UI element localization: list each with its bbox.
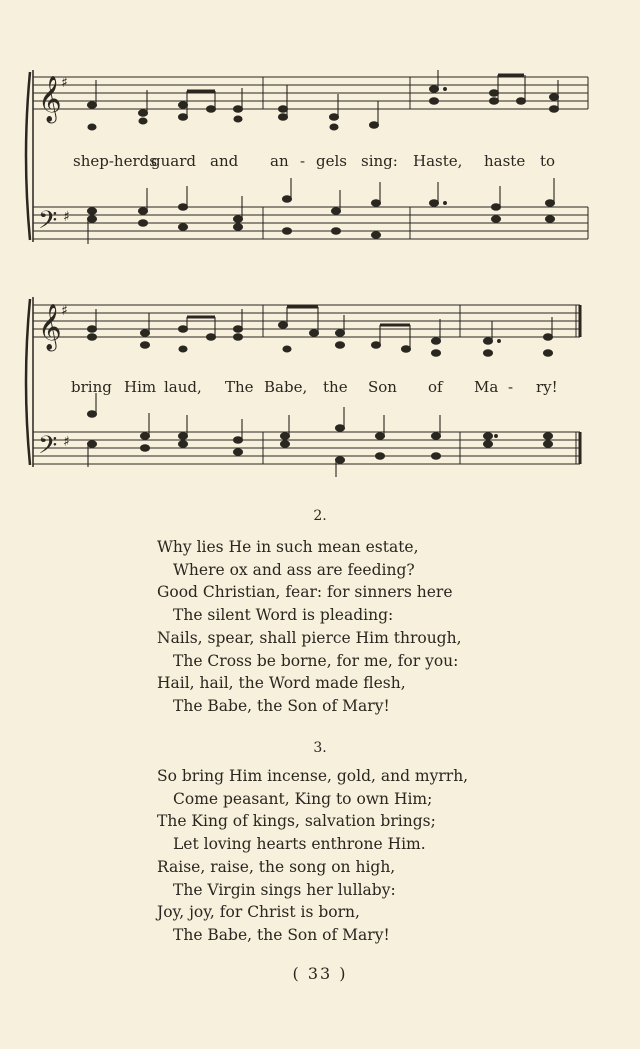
lyric-syllable: -: [300, 152, 306, 170]
verse-line: The Cross be borne, for me, for you:: [173, 651, 459, 670]
system-brace: [26, 72, 30, 240]
verse-line: Why lies He in such mean estate,: [157, 538, 419, 556]
treble-notes: [88, 70, 559, 130]
key-signature-sharp-icon: ♯: [61, 75, 68, 91]
verse-line: The Babe, the Son of Mary!: [173, 925, 390, 944]
verse-line: Nails, spear, shall pierce Him through,: [157, 628, 462, 647]
lyric-syllable: the: [323, 378, 348, 396]
lyric-syllable: an: [270, 152, 289, 170]
verse-line: Where ox and ass are feeding?: [173, 560, 415, 579]
verse-line: Joy, joy, for Christ is born,: [157, 903, 360, 922]
verse-line: The Babe, the Son of Mary!: [173, 696, 390, 715]
lyric-syllable: Ma: [474, 378, 499, 396]
verse-line: So bring Him incense, gold, and myrrh,: [157, 767, 469, 785]
verse-3: [157, 765, 557, 947]
verse-line: Come peasant, King to own Him;: [173, 789, 433, 808]
verse-line: Raise, raise, the song on high,: [157, 857, 396, 876]
lyric-syllable: sing:: [361, 152, 398, 170]
verse-line: The King of kings, salvation brings;: [157, 812, 436, 831]
lyric-syllable: and: [210, 152, 239, 170]
lyric-syllable: haste: [484, 152, 526, 170]
lyric-syllable: bring: [71, 378, 112, 396]
key-signature-sharp-icon: ♯: [63, 209, 70, 225]
lyric-syllable: of: [428, 378, 443, 396]
lyric-syllable: The: [225, 378, 254, 396]
verse-number: 3.: [313, 740, 327, 756]
lyric-syllable: ry!: [536, 378, 558, 396]
lyric-syllable: Him: [124, 378, 157, 396]
music-system-2: [0, 287, 640, 477]
lyric-syllable: Babe,: [264, 378, 308, 396]
system-brace: [26, 299, 30, 465]
treble-clef-icon: 𝄞: [38, 76, 62, 122]
lyric-syllable: to: [540, 152, 556, 170]
lyric-syllable: Haste,: [413, 152, 463, 170]
lyric-line-1: [73, 152, 555, 170]
lyric-syllable: laud,: [164, 378, 202, 396]
page-number: ( 33 ): [292, 964, 348, 983]
verse-number: 2.: [313, 508, 327, 524]
treble-notes: [88, 307, 553, 356]
bass-clef-icon: 𝄢: [38, 431, 58, 466]
verse-2: [157, 536, 557, 718]
music-system-1: [0, 60, 640, 250]
verse-line: The Virgin sings her lullaby:: [173, 880, 396, 899]
bass-notes: [88, 178, 555, 244]
verse-line: The silent Word is pleading:: [173, 606, 394, 625]
verse-line: Let loving hearts enthrone Him.: [173, 835, 426, 854]
lyric-line-2: [71, 378, 558, 396]
verse-line: Hail, hail, the Word made flesh,: [157, 674, 406, 693]
key-signature-sharp-icon: ♯: [63, 434, 70, 450]
lyric-syllable: gels: [316, 152, 347, 170]
lyric-syllable: -: [508, 378, 514, 396]
verse-line: Good Christian, fear: for sinners here: [157, 583, 453, 602]
lyric-syllable: Son: [368, 378, 397, 396]
lyric-syllable: shep-herds: [73, 152, 157, 170]
lyric-syllable: guard: [151, 152, 196, 170]
key-signature-sharp-icon: ♯: [61, 303, 68, 319]
treble-clef-icon: 𝄞: [38, 304, 62, 350]
bass-clef-icon: 𝄢: [38, 206, 58, 241]
